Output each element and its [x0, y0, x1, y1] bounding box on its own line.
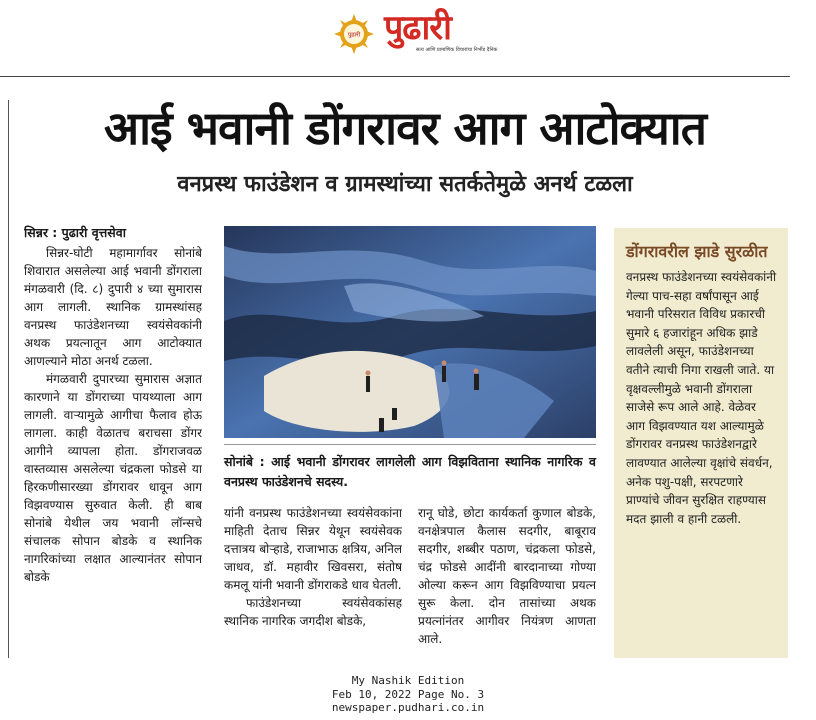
paragraph: यांनी वनप्रस्थ फाउंडेशनच्या स्वयंसेवकांना माहिती देताच सिन्नर येथून स्वयंसेवक दत्तात्रय बोऱ्हाडे, राजाभाऊ क्षत्रिय, अनिल जाधव, डॉ. महावीर खिवसरा, संतोष कमलू यांनी भवानी डोंगराकडे धाव घेतली.: [224, 506, 402, 592]
column-rule: [8, 100, 9, 658]
paragraph: फाउंडेशनच्या स्वयंसेवकांसह स्थानिक नागरिक जगदीश बोडके,: [224, 596, 402, 628]
masthead-divider: [0, 76, 790, 77]
edition-label: My Nashik Edition: [351, 674, 465, 687]
newspaper-logo[interactable]: पुढारी: [384, 8, 451, 48]
paragraph: रानू घोडे, छोटा कार्यकर्ता कुणाल बोडके, वनक्षेत्रपाल कैलास सदगीर, बाबूराव सदगीर, शब्बीर पठाण, चंद्रकला फोडसे, चंद्र फोडसे आदींनी बारदानाच्या गोण्या ओल्या करून आग विझविण्याचा प्रयत्न सुरू केला. दोन तासांच्या अथक प्रयत्नांनंतर आगीवर नियंत्रण आणता आले.: [418, 506, 596, 646]
article-column-1: [24, 224, 202, 660]
site-link[interactable]: newspaper.pudhari.co.in: [331, 701, 485, 714]
page-footer: [0, 674, 816, 715]
fire-photo: [224, 226, 596, 438]
paragraph: सिन्नर-घोटी महामार्गावर सोनांबे शिवारात असलेल्या आई भवानी डोंगराला मंगळवारी (दि. ८) दुपारी ४ च्या सुमारास आग लागली. स्थानिक ग्रामस्थांसह वनप्रस्थ फाउंडेशनच्या स्वयंसेवकांनी अथक प्रयत्नातून आग आटोक्यात आणल्याने मोठा अनर्थ टळला.: [24, 246, 202, 368]
dateline: सिन्नर : पुढारी वृत्तसेवा: [24, 225, 126, 240]
hillside-fire-image: [224, 226, 596, 438]
sidebar-title: डोंगरावरील झाडे सुरळीत: [626, 242, 768, 261]
emblem-text: पुढारी: [347, 31, 361, 39]
article-column-2: [224, 504, 402, 664]
sun-emblem-icon: [334, 14, 374, 54]
photo-caption: सोनांबे : आई भवानी डोंगरावर लागलेली आग विझविताना स्थानिक नागरिक व वनप्रस्थ फाउंडेशनचे सदस्य.: [224, 454, 596, 489]
date-page-label: Feb 10, 2022 Page No. 3: [331, 687, 485, 701]
article-headline: आई भवानी डोंगरावर आग आटोक्यात: [104, 101, 706, 155]
sidebar-box: [614, 228, 788, 658]
article-subheadline: वनप्रस्थ फाउंडेशन व ग्रामस्थांच्या सतर्कतेमुळे अनर्थ टळला: [177, 172, 633, 197]
logo-tagline: सत्य आणि प्रामाणिक विचारांचा निर्भीड दैनिक: [416, 47, 498, 53]
article-column-3: [418, 504, 596, 664]
sidebar-body: वनप्रस्थ फाउंडेशनच्या स्वयंसेवकांनी गेल्या पाच-सहा वर्षांपासून आई भवानी परिसरात विविध प्रकारची सुमारे ६ हजारांहून अधिक झाडे लावलेली असून, फाउंडेशनच्या वतीने त्याची निगा राखली जाते. या वृक्षवल्लीमुळे भवानी डोंगराला साजेसे रूप आले आहे. वेळेवर आग विझवण्यात यश आल्यामुळे डोंगरावर वनप्रस्थ फाउंडेशनद्वारे लावण्यात आलेल्या वृक्षांचे संवर्धन, अनेक पशु-पक्षी, सरपटणारे प्राण्यांचे जीवन सुरक्षित राहण्यास मदत झाली व हानी टळली.: [626, 270, 777, 526]
paragraph: मंगळवारी दुपारच्या सुमारास अज्ञात कारणाने या डोंगराच्या पायथ्याला आग लागली. वाऱ्यामुळे आगीचा फैलाव होऊ लागला. काही वेळातच बराचसा डोंगर आगीने व्यापला होता. डोंगराजवळ वास्तव्यास असलेल्या चंद्रकला फोडसे या हिरकणीसारख्या डोंगरावर धावून आग विझवण्यास सुरुवात केली. ही बाब सोनांबे येथील जय भवानी लॉन्सचे संचालक सोपान बोडके व स्थानिक नागरिकांच्या लक्षात आल्यानंतर सोपान बोडके: [24, 372, 202, 584]
caption-divider: [224, 444, 596, 445]
masthead: [0, 0, 816, 72]
